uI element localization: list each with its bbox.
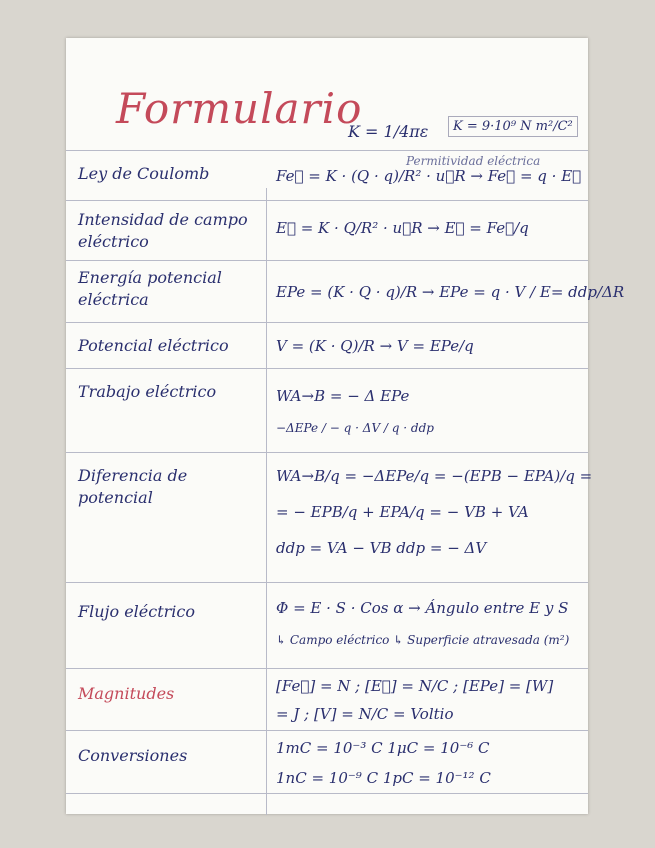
- coulomb-constant-expression: K = 1/4πε: [348, 122, 429, 141]
- row-formula-secondary: ↳ Campo eléctrico ↳ Superficie atravesada (m²): [276, 633, 570, 647]
- row-electric-flux: [66, 582, 588, 669]
- row-label: Diferencia de potencial: [78, 466, 188, 507]
- row-formula-secondary: = J ; [V] = N/C = Voltio: [276, 705, 454, 723]
- row-formula: V = (K · Q)/R → V = EPe/q: [276, 337, 474, 355]
- row-label: Flujo eléctrico: [78, 602, 196, 621]
- row-label: Intensidad de campo eléctrico: [78, 210, 248, 251]
- row-formula-secondary: 1nC = 10⁻⁹ C 1pC = 10⁻¹² C: [276, 769, 491, 787]
- row-label: Trabajo eléctrico: [78, 382, 217, 401]
- row-formula: Fe⃗ = K · (Q · q)/R² · u⃗R → Fe⃗ = q · E⃗: [276, 167, 582, 185]
- row-magnitudes: [66, 668, 588, 731]
- row-formula-tertiary: ddp = VA − VB ddp = − ΔV: [276, 539, 487, 557]
- row-label: Ley de Coulomb: [78, 164, 210, 183]
- notebook-page: [66, 38, 625, 814]
- row-label: Conversiones: [78, 746, 188, 765]
- row-formula: E⃗ = K · Q/R² · u⃗R → E⃗ = Fe⃗/q: [276, 219, 529, 237]
- row-formula-secondary: −ΔEPe / − q · ΔV / q · ddp: [276, 421, 434, 435]
- coulomb-constant-value: K = 9·10⁹ N m²/C²: [448, 116, 578, 137]
- page-title: Formulario: [116, 84, 363, 133]
- row-label: Potencial eléctrico: [78, 336, 229, 355]
- row-label: Magnitudes: [78, 684, 175, 703]
- row-coulomb: [66, 150, 588, 201]
- row-formula: WA→B/q = −ΔEPe/q = −(EPB − EPA)/q =: [276, 467, 593, 485]
- row-formula: Φ = E · S · Cos α → Ángulo entre E y S: [276, 599, 569, 617]
- row-formula: [Fe⃗] = N ; [E⃗] = N/C ; [EPe] = [W]: [276, 677, 554, 695]
- row-potential-difference: [66, 452, 593, 583]
- row-electric-work: [66, 368, 588, 453]
- row-conversions: [66, 730, 588, 794]
- permittivity-note: Permitividad eléctrica: [406, 154, 541, 168]
- row-label: Energía potencial eléctrica: [78, 268, 222, 309]
- row-field-intensity: [66, 200, 588, 261]
- row-formula-secondary: = − EPB/q + EPA/q = − VB + VA: [276, 503, 529, 521]
- row-electric-potential: [66, 322, 588, 369]
- row-formula: 1mC = 10⁻³ C 1μC = 10⁻⁶ C: [276, 739, 490, 757]
- row-formula: EPe = (K · Q · q)/R → EPe = q · V / E= ddp/ΔR: [276, 283, 625, 301]
- row-formula: WA→B = − Δ EPe: [276, 387, 410, 405]
- row-potential-energy: [66, 260, 625, 323]
